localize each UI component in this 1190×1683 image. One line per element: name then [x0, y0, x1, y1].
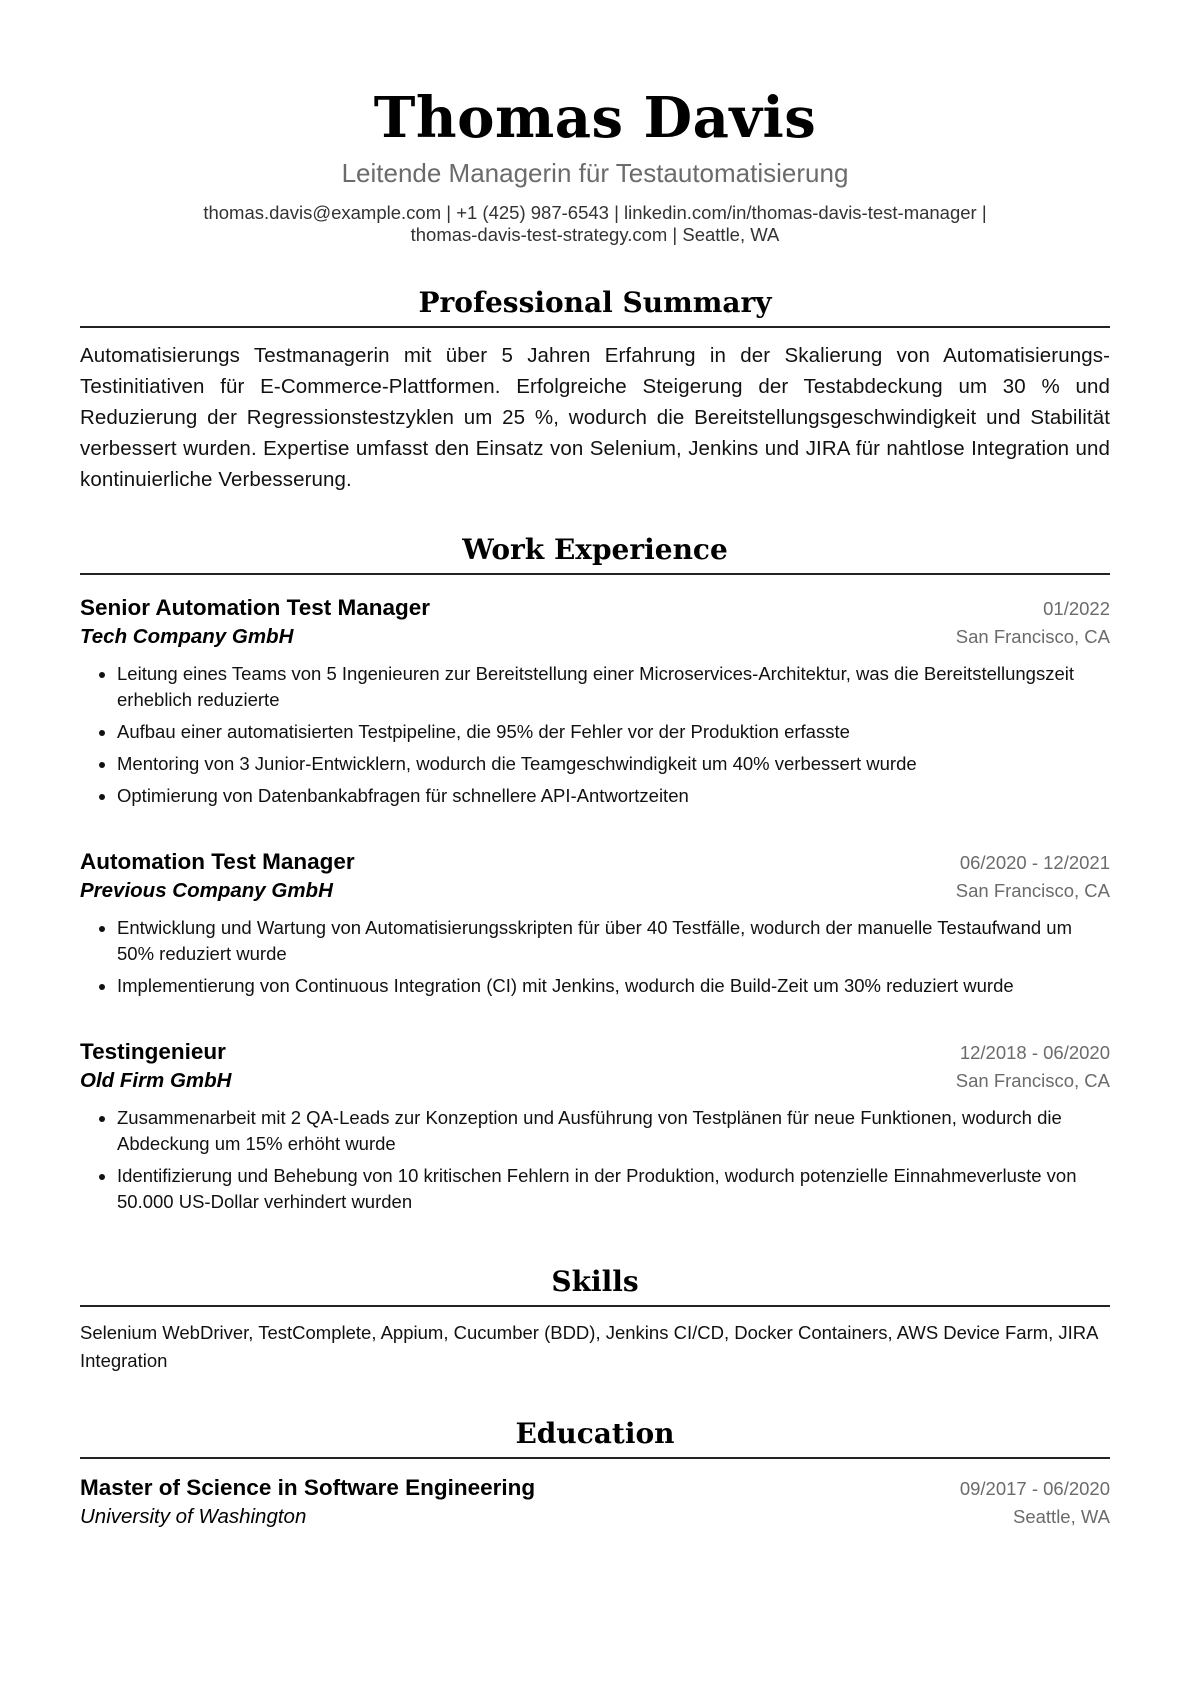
job-company: Tech Company GmbH	[80, 625, 294, 648]
contact-line-2: thomas-davis-test-strategy.com | Seattle, WA	[410, 224, 780, 245]
education-date: 09/2017 - 06/2020	[959, 1478, 1110, 1499]
job-date: 06/2020 - 12/2021	[959, 852, 1110, 873]
education-section	[80, 1417, 1110, 1531]
job-bullet: • Mentoring von 3 Junior-Entwicklern, wodurch die Teamgeschwindigkeit um 40% verbessert wurde	[117, 751, 1110, 777]
summary-section	[80, 286, 1110, 495]
contact-line-1: thomas.davis@example.com | +1 (425) 987-6543 | linkedin.com/in/thomas-davis-test-manager |	[203, 202, 987, 223]
job-company: Previous Company GmbH	[80, 879, 333, 902]
skills-heading: Skills	[80, 1265, 1110, 1307]
degree-title: Master of Science in Software Engineering	[80, 1475, 536, 1500]
job-bullet: • Entwicklung und Wartung von Automatisierungsskripten für über 40 Testfälle, wodurch der manuelle Testaufwand um 50% reduziert wurde	[117, 915, 1110, 967]
job-title: Automation Test Manager	[80, 849, 355, 874]
job-bullet: • Leitung eines Teams von 5 Ingenieuren zur Bereitstellung einer Microservices-Architektur, was die Bereitstellungszeit erheblich reduzierte	[117, 661, 1110, 713]
job-bullets	[80, 661, 1110, 809]
job-company: Old Firm GmbH	[80, 1069, 232, 1092]
skills-section	[80, 1265, 1110, 1375]
job-entry	[80, 847, 1110, 999]
contact-info	[80, 202, 1110, 246]
job-date: 01/2022	[1043, 598, 1110, 619]
job-bullets	[80, 1105, 1110, 1215]
job-bullet: • Zusammenarbeit mit 2 QA-Leads zur Konzeption und Ausführung von Testplänen für neue Funktionen, wodurch die Abdeckung um 15% erhöht wurde	[117, 1105, 1110, 1157]
job-entry	[80, 593, 1110, 809]
job-bullets	[80, 915, 1110, 999]
job-location: San Francisco, CA	[955, 880, 1110, 901]
person-name: Thomas Davis	[373, 85, 817, 151]
job-bullet: • Optimierung von Datenbankabfragen für schnellere API-Antwortzeiten	[117, 783, 1110, 809]
education-entry	[80, 1473, 1110, 1531]
experience-section	[80, 533, 1110, 1215]
job-title: Testingenieur	[80, 1039, 226, 1064]
job-bullet: • Implementierung von Continuous Integration (CI) mit Jenkins, wodurch die Build-Zeit um 30% reduziert wurde	[117, 973, 1110, 999]
summary-text: Automatisierungs Testmanagerin mit über 5 Jahren Erfahrung in der Skalierung von Automatisierungs-Testinitiativen für E-Commerce-Plattformen. Erfolgreiche Steigerung der Testabdeckung um 30 % und Reduzierung der Regressionstestzyklen um 25 %, wodurch die Bereitstellungsgeschwindigkeit und Stabilität verbessert wurden. Expertise umfasst den Einsatz von Selenium, Jenkins und JIRA für nahtlose Integration und kontinuierliche Verbesserung.	[80, 344, 1110, 491]
job-location: San Francisco, CA	[955, 1070, 1110, 1091]
job-title: Senior Automation Test Manager	[80, 595, 431, 620]
job-location: San Francisco, CA	[955, 626, 1110, 647]
summary-heading: Professional Summary	[80, 286, 1110, 328]
experience-heading: Work Experience	[80, 533, 1110, 575]
job-bullet: • Aufbau einer automatisierten Testpipeline, die 95% der Fehler vor der Produktion erfasste	[117, 719, 1110, 745]
job-bullet: • Identifizierung und Behebung von 10 kritischen Fehlern in der Produktion, wodurch potenzielle Einnahmeverluste von 50.000 US-Dollar verhindert wurden	[117, 1163, 1110, 1215]
job-date: 12/2018 - 06/2020	[959, 1042, 1110, 1063]
resume-header	[80, 0, 1110, 246]
school-name: University of Washington	[80, 1505, 307, 1528]
skills-text: Selenium WebDriver, TestComplete, Appium, Cucumber (BDD), Jenkins CI/CD, Docker Containers, AWS Device Farm, JIRA Integration	[80, 1322, 1098, 1371]
job-title-headline: Leitende Managerin für Testautomatisierung	[341, 158, 849, 188]
education-heading: Education	[80, 1417, 1110, 1459]
education-location: Seattle, WA	[1013, 1506, 1110, 1527]
job-entry	[80, 1037, 1110, 1215]
